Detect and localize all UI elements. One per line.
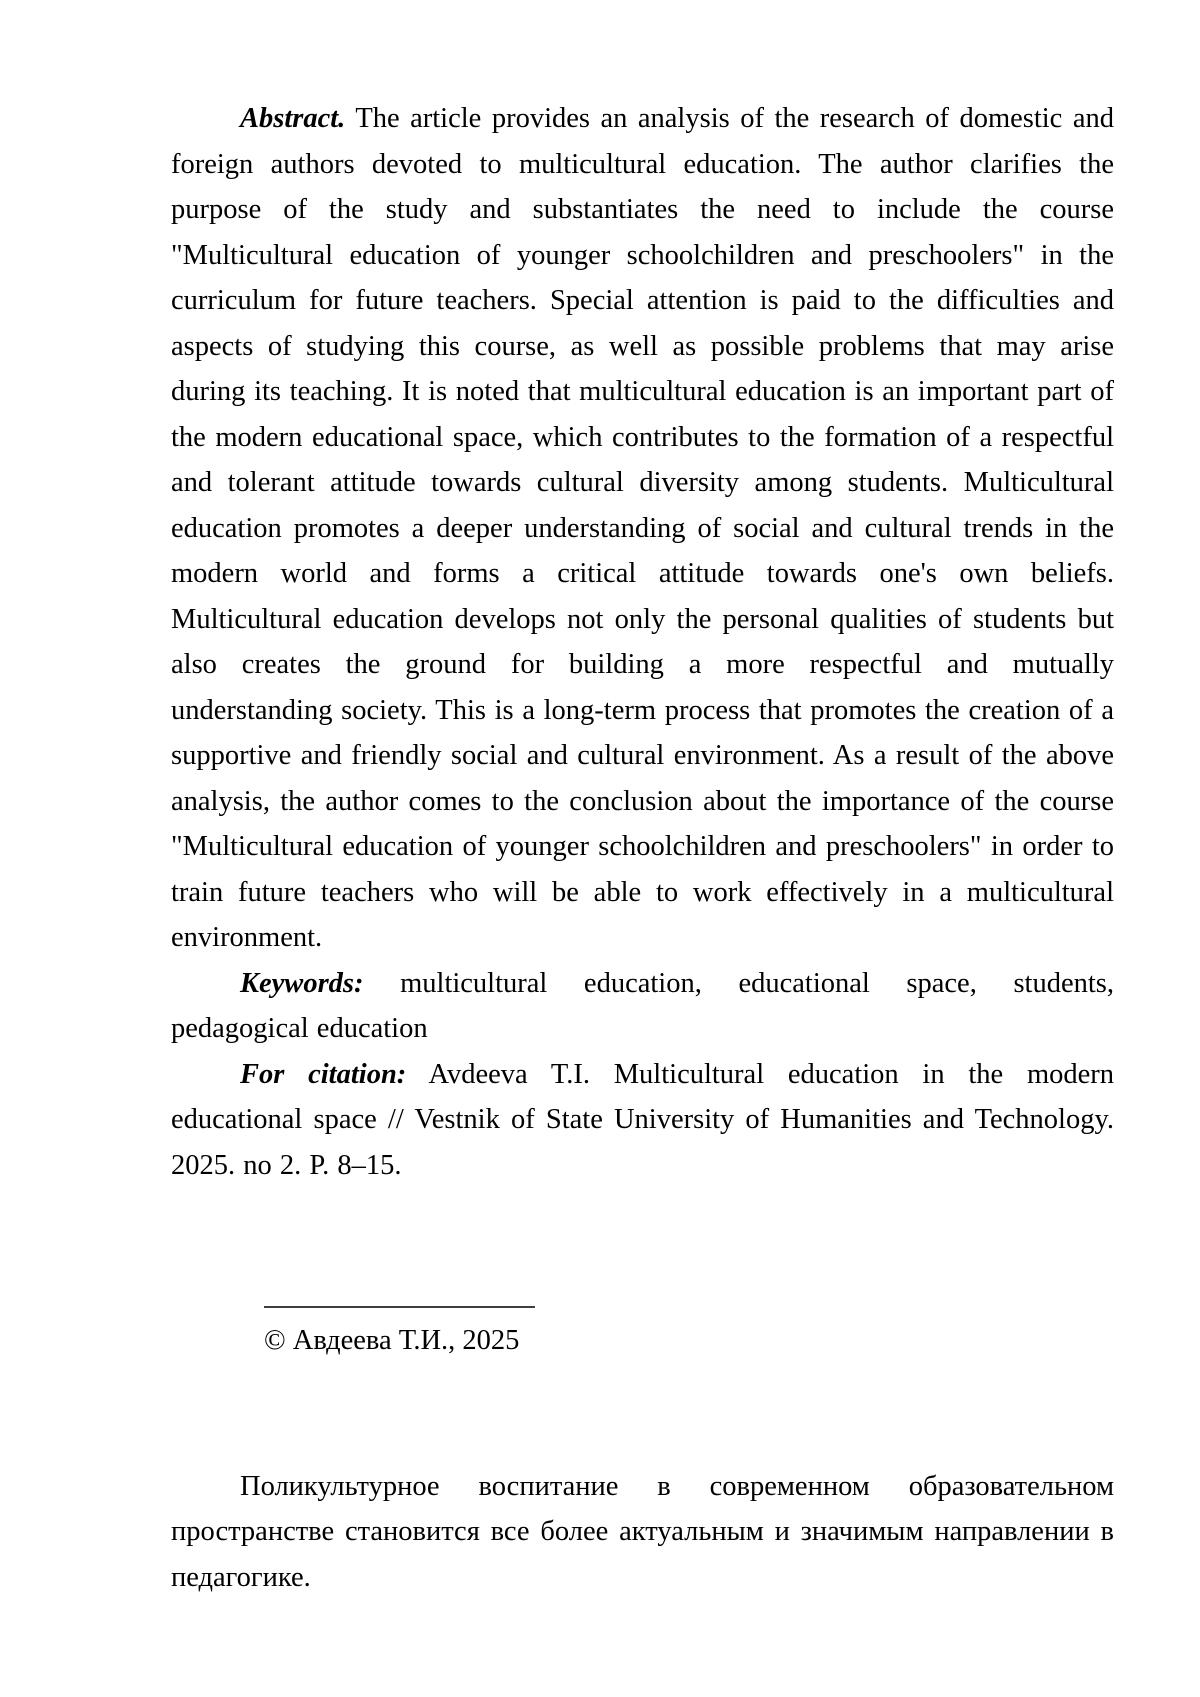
citation-label: For citation: bbox=[240, 1058, 407, 1090]
abstract-paragraph bbox=[171, 96, 1114, 961]
abstract-label: Abstract. bbox=[240, 103, 346, 134]
abstract-text: The article provides an analysis of the research of domestic and foreign authors devoted to multicultural education. The author clarifies the purpose of the study and substantiates the need to include the course "Multicultural education of younger schoolchildren and preschoolers" in the curriculum for future teachers. Special attention is paid to the difficulties and aspects of studying this course, as well as possible problems that may arise during its teaching. It is noted that multicultural education is an important part of the modern educational space, which contributes to the formation of a respectful and tolerant attitude towards cultural diversity among students. Multicultural education promotes a deeper understanding of social and cultural trends in the modern world and forms a critical attitude towards one's own beliefs. Multicultural education develops not only the personal qualities of students but also creates the ground for building a more respectful and mutually understanding society. This is a long-term process that promotes the creation of a supportive and friendly social and cultural environment. As a result of the above analysis, the author comes to the conclusion about the importance of the course "Multicultural education of younger schoolchildren and preschoolers" in order to train future teachers who will be able to work effectively in a multicultural environment. bbox=[171, 103, 1114, 953]
citation-paragraph bbox=[171, 1052, 1114, 1189]
russian-intro-paragraph: Поликультурное воспитание в современном образовательном пространстве становится все более актуальным и значимым направлении в педагогике. bbox=[171, 1470, 1114, 1593]
copyright-line: © Авдеева Т.И., 2025 bbox=[264, 1325, 520, 1356]
keywords-label: Keywords: bbox=[240, 967, 364, 999]
citation-text: Avdeeva T.I. Multicultural education in the modern educational space // Vestnik of State University of Humanities and Technology. 2025. no 2. P. 8–15. bbox=[171, 1058, 1115, 1181]
footnote-divider bbox=[264, 1306, 535, 1308]
keywords-text: multicultural education, educational space, students, pedagogical education bbox=[171, 967, 1114, 1044]
keywords-paragraph bbox=[171, 961, 1114, 1052]
